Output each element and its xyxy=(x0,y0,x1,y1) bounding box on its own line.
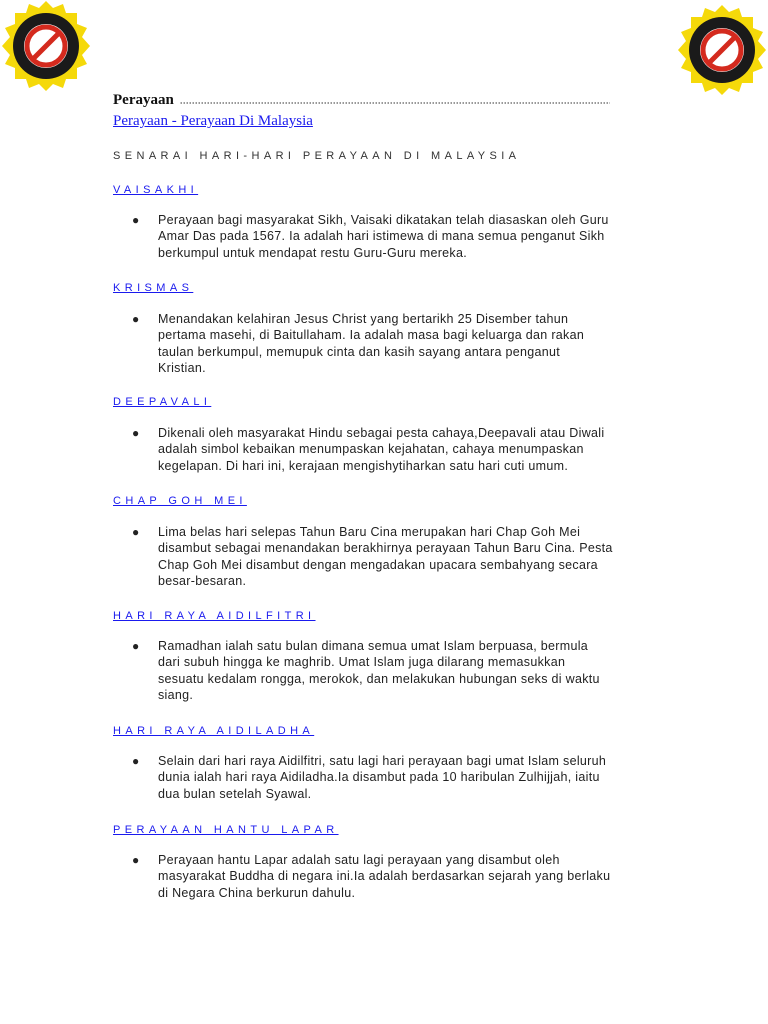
festival-description: Menandakan kelahiran Jesus Christ yang bertarikh 25 Disember tahun pertama masehi, di Baitullaham. Ia adalah masa bagi keluarga dan rakan taulan berkumpul, memupuk cinta dan kasih sayang antara penganut Kristian. xyxy=(158,312,585,375)
festival-link[interactable]: HARI RAYA AIDILADHA xyxy=(113,725,315,737)
festival-section xyxy=(113,606,316,624)
festival-section xyxy=(113,392,211,410)
festival-description: Lima belas hari selepas Tahun Baru Cina merupakan hari Chap Goh Mei disambut sebagai menandakan berakhirnya perayaan Tahun Baru Cina. Pesta Chap Goh Mei disambut dengan mengadakan upacara sembahyang secara besar-besaran. xyxy=(158,525,613,588)
abbyy-watermark-badge-right[interactable] xyxy=(676,4,768,96)
festival-description: Perayaan hantu Lapar adalah satu lagi perayaan yang disambut oleh masyarakat Buddha di negara ini.Ia adalah berdasarkan sejarah yang berlaku di Negara China berkurun dahulu. xyxy=(158,853,611,900)
document-body xyxy=(113,92,673,900)
list-heading: SENARAI HARI-HARI PERAYAAN DI MALAYSIA xyxy=(113,150,521,162)
bullet-icon: ● xyxy=(132,213,140,227)
festival-description: Ramadhan ialah satu bulan dimana semua umat Islam berpuasa, bermula dari subuh hingga ke maghrib. Umat Islam juga dilarang memasukkan sesuatu kedalam rongga, merokok, dan melakukan hubungan seks di waktu siang. xyxy=(158,639,600,702)
festival-link[interactable]: PERAYAAN HANTU LAPAR xyxy=(113,824,339,836)
bullet-icon: ● xyxy=(132,639,140,653)
festival-description: Perayaan bagi masyarakat Sikh, Vaisaki dikatakan telah diasaskan oleh Guru Amar Das pada 1567. Ia adalah hari istimewa di mana semua penganut Sikh berkumpul untuk mendapat restu Guru-Guru mereka. xyxy=(158,213,609,260)
bullet-icon: ● xyxy=(132,426,140,440)
festival-link[interactable]: KRISMAS xyxy=(113,282,194,294)
festival-section xyxy=(113,820,339,838)
festival-link[interactable]: VAISAKHI xyxy=(113,184,199,196)
bullet-icon: ● xyxy=(132,525,140,539)
abbyy-watermark-badge-left[interactable] xyxy=(0,0,92,92)
festival-link[interactable]: DEEPAVALI xyxy=(113,396,212,408)
document-title: Perayaan xyxy=(113,92,174,108)
festival-description: Dikenali oleh masyarakat Hindu sebagai pesta cahaya,Deepavali atau Diwali adalah simbol kebaikan menumpaskan kejahatan, cahaya menumpaskan kegelapan. Di hari ini, kerajaan mengishytiharkan satu hari cuti umum. xyxy=(158,426,605,473)
festival-link[interactable]: CHAP GOH MEI xyxy=(113,495,247,507)
document-title-line xyxy=(113,92,673,112)
bullet-icon: ● xyxy=(132,312,140,326)
festival-section xyxy=(113,491,247,509)
festival-link[interactable]: HARI RAYA AIDILFITRI xyxy=(113,610,316,622)
festival-description: Selain dari hari raya Aidilfitri, satu lagi hari perayaan bagi umat Islam seluruh dunia ialah hari raya Aidiladha.Ia disambut pada 10 haribulan Zulhijjah, iaitu dua bulan setelah Syawal. xyxy=(158,754,607,801)
festival-section xyxy=(113,180,198,198)
subtitle-link[interactable]: Perayaan - Perayaan Di Malaysia xyxy=(113,113,313,129)
festival-section xyxy=(113,721,314,739)
bullet-icon: ● xyxy=(132,853,140,867)
title-dotted-leader xyxy=(180,98,610,104)
bullet-icon: ● xyxy=(132,754,140,768)
festival-section xyxy=(113,278,193,296)
